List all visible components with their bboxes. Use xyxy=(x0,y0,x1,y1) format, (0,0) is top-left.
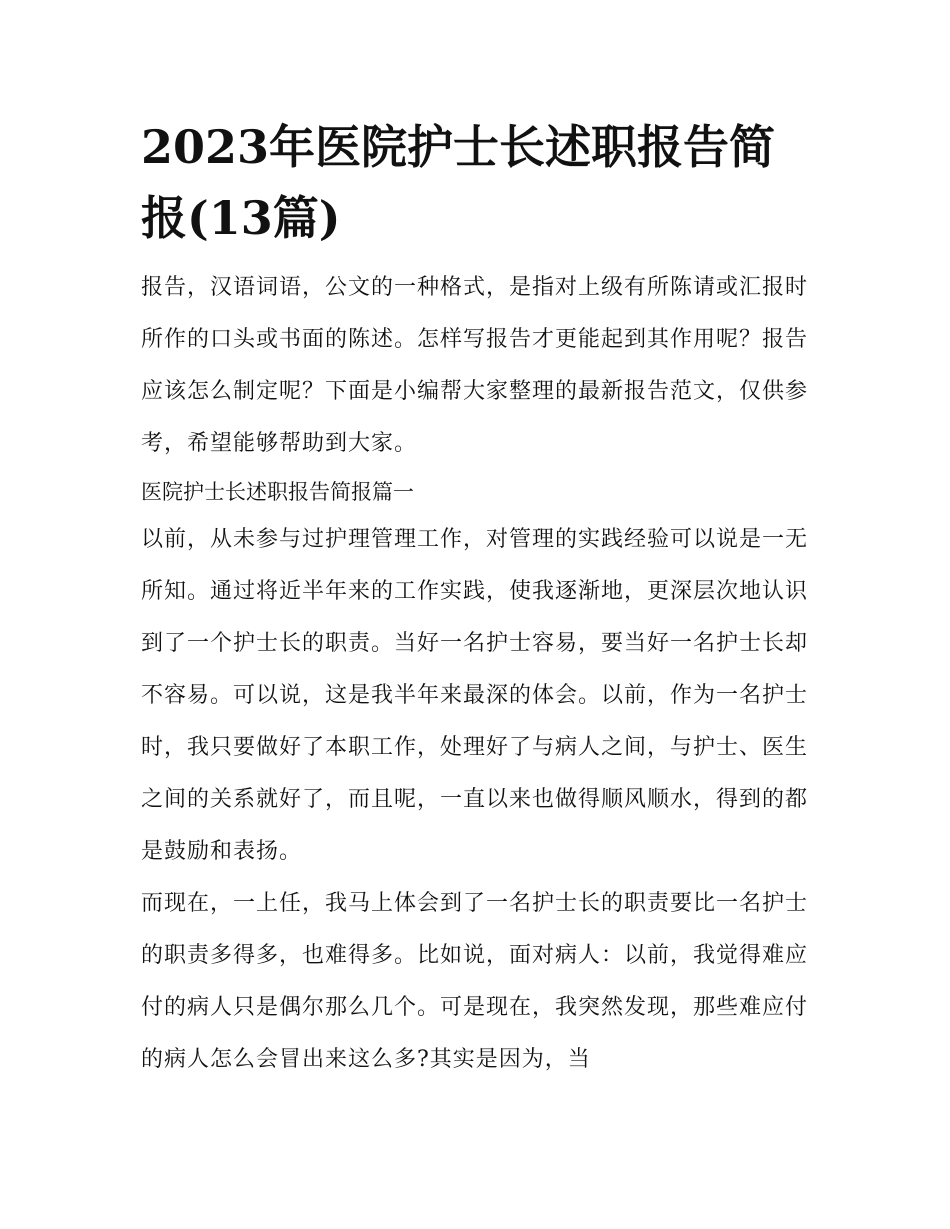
body-paragraph-2: 而现在，一上任，我马上体会到了一名护士长的职责要比一名护士的职责多得多，也难得多。比如说，面对病人：以前，我觉得难应付的病人只是偶尔那么几个。可是现在，我突然发现，那些难应付的病人怎么会冒出来这么多?其实是因为，当 xyxy=(141,891,809,1072)
intro-paragraph: 报告，汉语词语，公文的一种格式，是指对上级有所陈请或汇报时所作的口头或书面的陈述。怎样写报告才更能起到其作用呢？报告应该怎么制定呢？下面是小编帮大家整理的最新报告范文，仅供参考，希望能够帮助到大家。 xyxy=(141,275,809,456)
body-paragraph-1: 以前，从未参与过护理管理工作，对管理的实践经验可以说是一无所知。通过将近半年来的工作实践，使我逐渐地，更深层次地认识到了一个护士长的职责。当好一名护士容易，要当好一名护士长却不容易。可以说，这是我半年来最深的体会。以前，作为一名护士时，我只要做好了本职工作，处理好了与病人之间，与护士、医生之间的关系就好了，而且呢，一直以来也做得顺风顺水，得到的都是鼓励和表扬。 xyxy=(141,527,809,864)
document-page xyxy=(141,112,821,1086)
document-title: 2023年医院护士长述职报告简报(13篇) xyxy=(141,120,776,245)
section-heading: 医院护士长述职报告简报篇一 xyxy=(141,480,414,504)
